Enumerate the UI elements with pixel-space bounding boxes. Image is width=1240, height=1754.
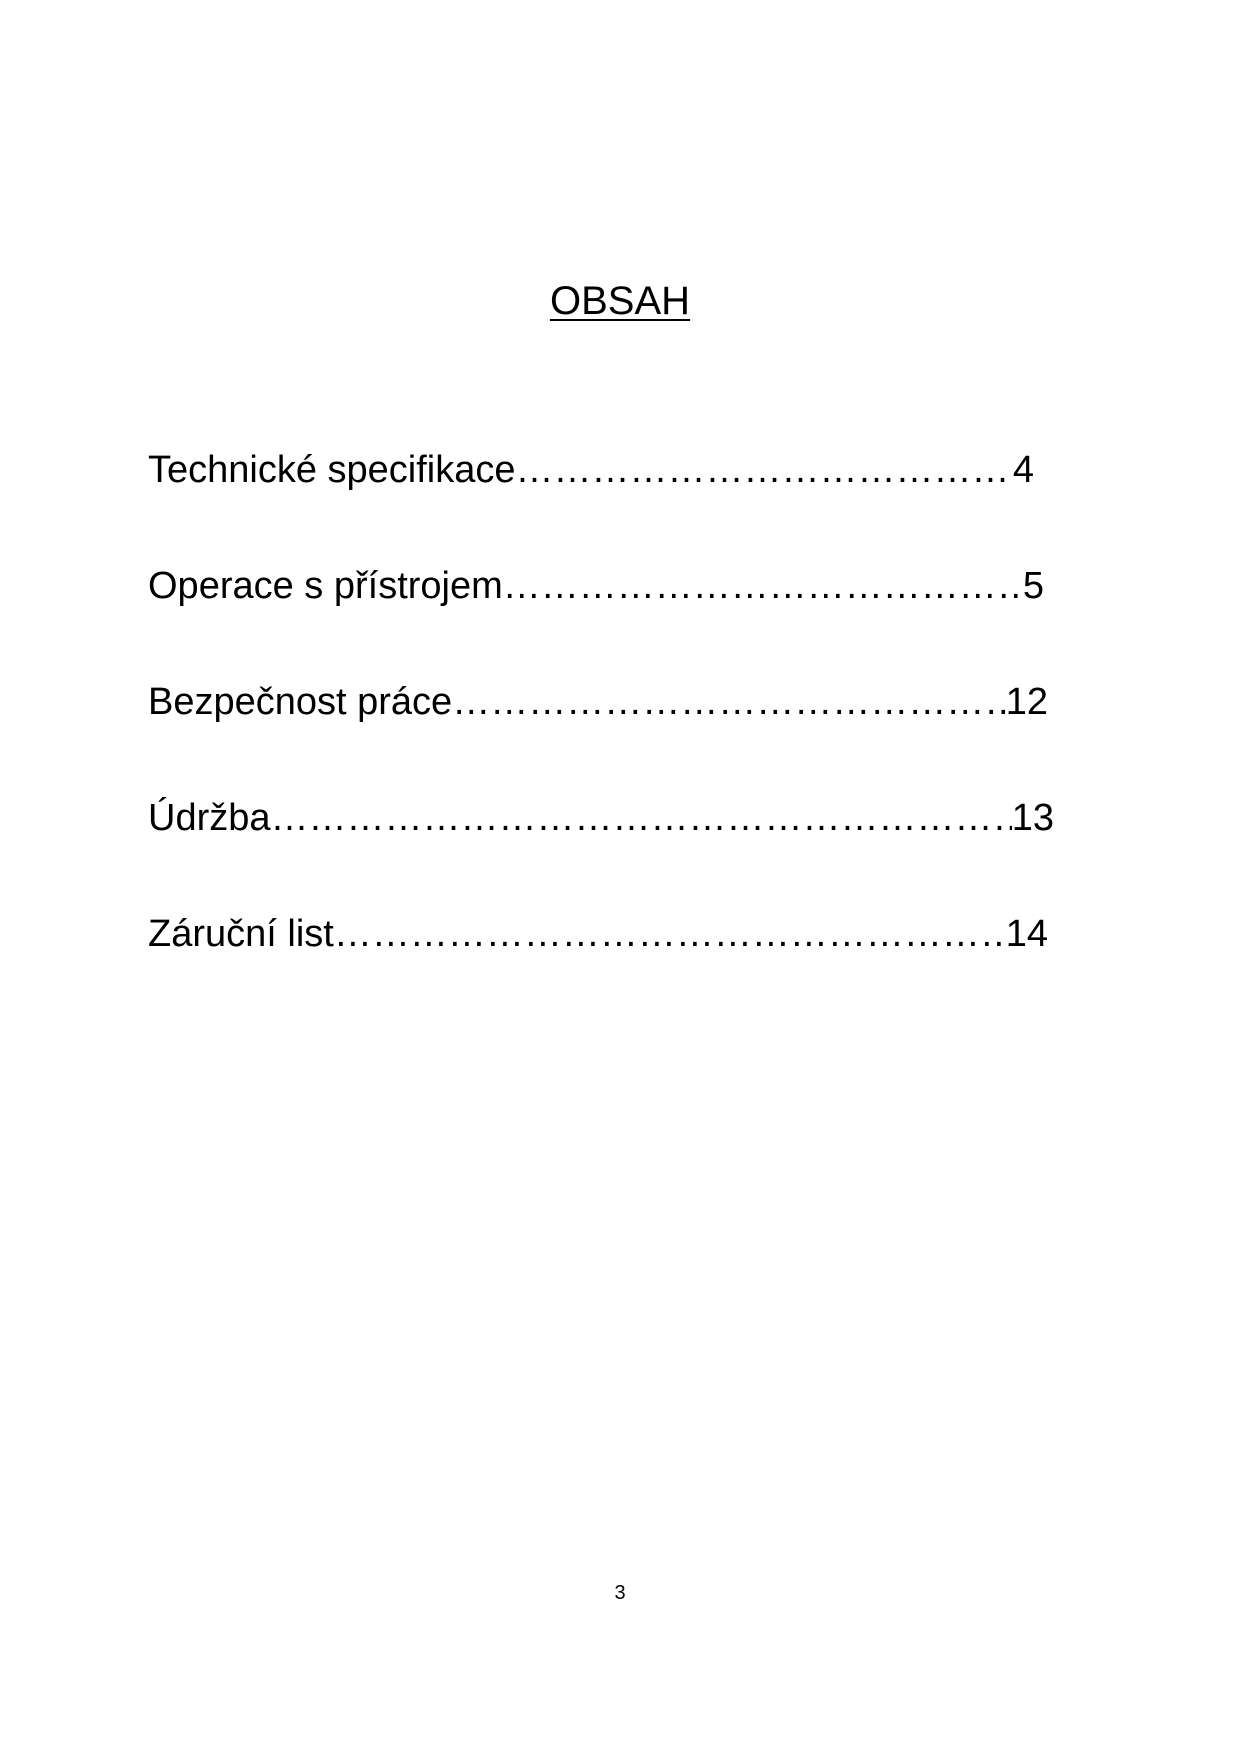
- toc-entry-label: Záruční list: [148, 913, 334, 955]
- toc-entry-label: Bezpečnost práce: [148, 681, 453, 723]
- toc-entry-page: 12: [1005, 681, 1048, 723]
- toc-dot-leader: [516, 446, 1013, 494]
- toc-dot-leader: [334, 910, 1006, 958]
- table-of-contents: [148, 0, 1148, 1000]
- toc-entry-label: Technické specifikace: [148, 449, 516, 491]
- toc-dot-leader: [503, 562, 1023, 610]
- toc-entry-page: 4: [1012, 449, 1034, 491]
- toc-entry-page: 13: [1011, 797, 1054, 839]
- toc-entry-zarucni-list[interactable]: [148, 910, 1048, 958]
- toc-entry-technicke-specifikace[interactable]: [148, 446, 1034, 494]
- toc-entry-udrzba[interactable]: [148, 794, 1054, 842]
- toc-entry-operace-s-pristrojem[interactable]: [148, 562, 1044, 610]
- toc-dot-leader: [271, 794, 1012, 842]
- page-number: 3: [614, 1582, 626, 1604]
- toc-dot-leader: [452, 678, 1006, 726]
- title-text: OBSAH: [549, 279, 691, 323]
- toc-entry-label: Operace s přístrojem: [148, 565, 503, 607]
- toc-entry-bezpecnost-prace[interactable]: [148, 678, 1048, 726]
- toc-entry-page: 14: [1005, 913, 1048, 955]
- toc-entry-page: 5: [1022, 565, 1044, 607]
- toc-entry-label: Údržba: [148, 797, 271, 839]
